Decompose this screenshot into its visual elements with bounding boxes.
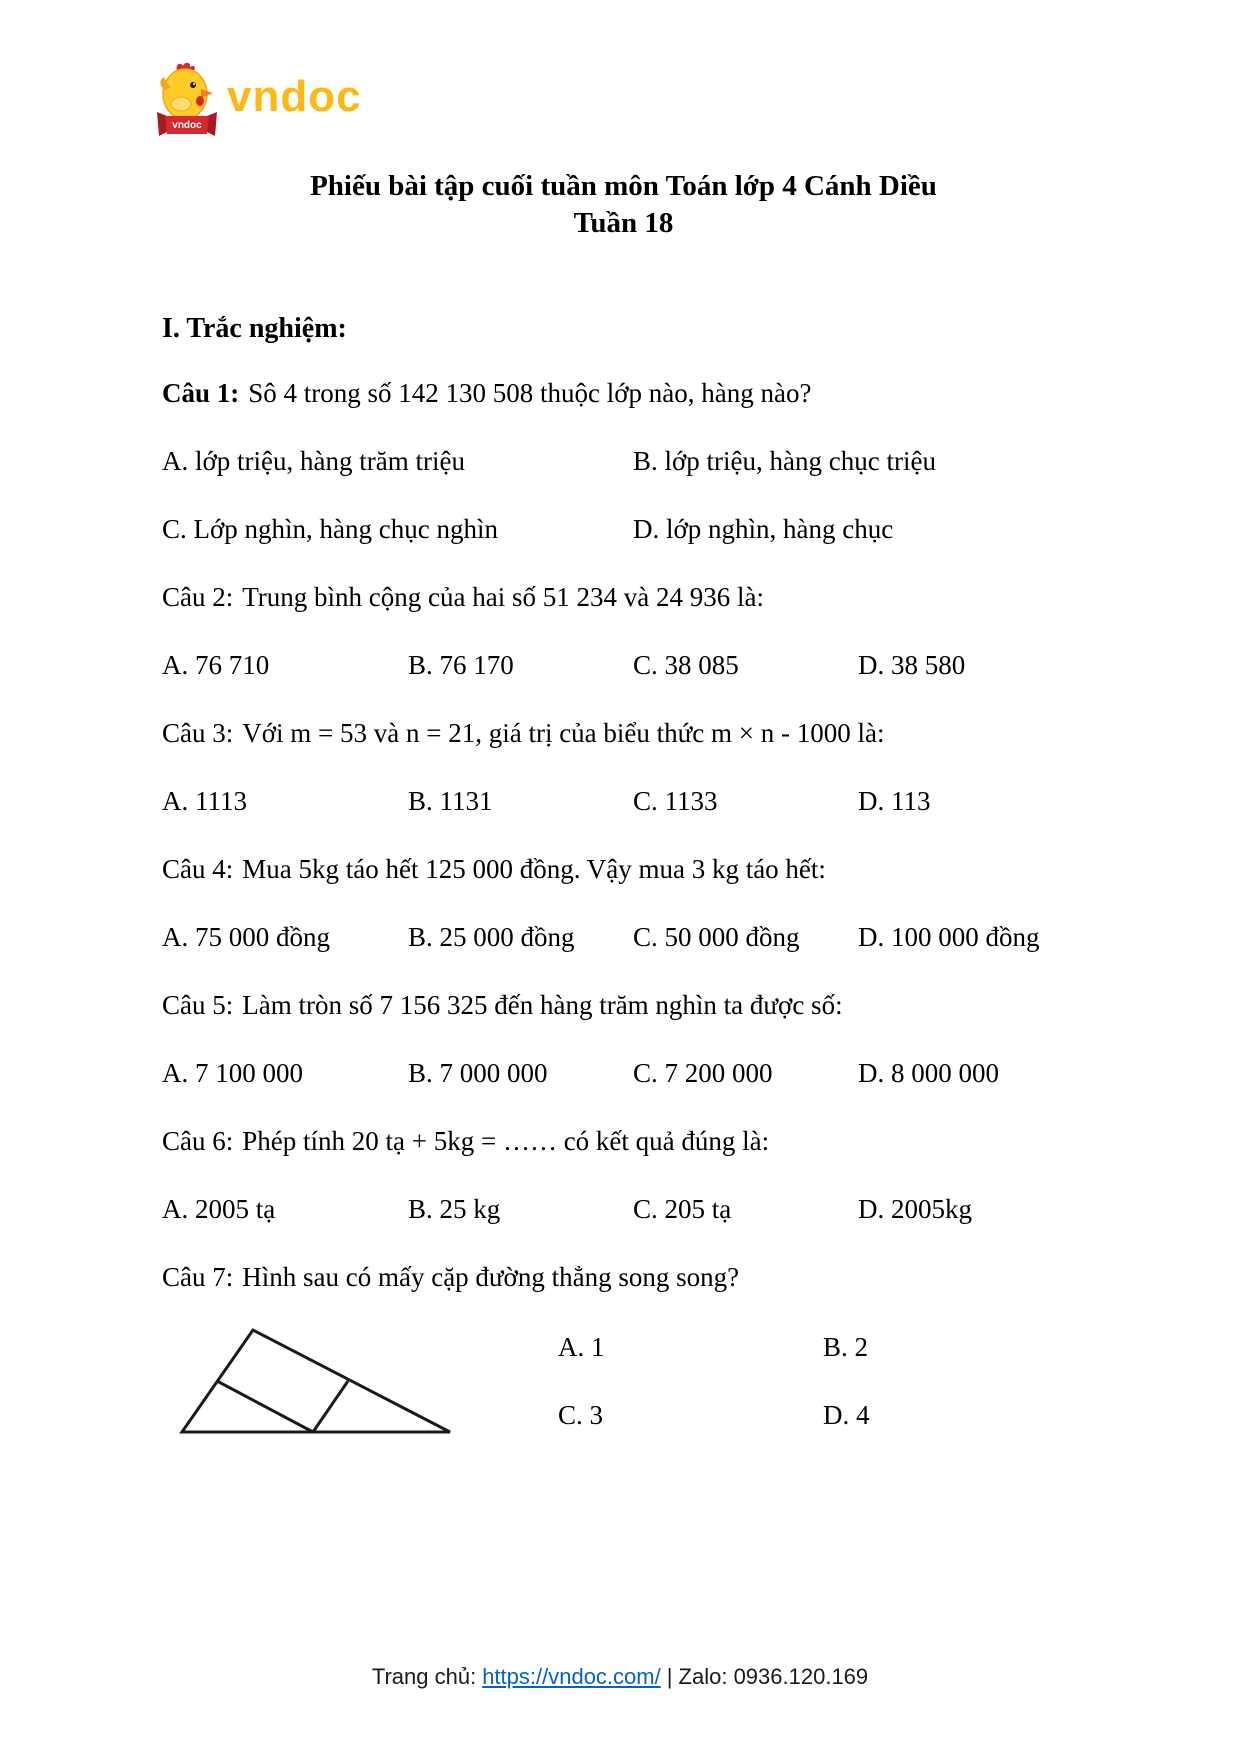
q5-option-d: D. 8 000 000 <box>858 1058 999 1088</box>
chicken-mascot-icon <box>155 60 219 142</box>
q6-option-d: D. 2005kg <box>858 1194 972 1224</box>
q4-option-b: B. 25 000 đồng <box>408 922 575 952</box>
section-heading: I. Trắc nghiệm: <box>162 313 347 344</box>
q4-option-a: A. 75 000 đồng <box>162 922 330 952</box>
q5-option-a: A. 7 100 000 <box>162 1058 303 1088</box>
title-line-1: Phiếu bài tập cuối tuần môn Toán lớp 4 Cánh Diều <box>310 170 937 202</box>
q5-option-c: C. 7 200 000 <box>633 1058 773 1088</box>
question-3-options <box>162 784 1085 818</box>
question-3-label: Câu 3: <box>162 718 234 748</box>
question-2 <box>162 580 1085 614</box>
question-3-text: Với m = 53 và n = 21, giá trị của biểu thức m × n - 1000 là: <box>242 718 885 748</box>
question-1-label: Câu 1: <box>162 378 240 408</box>
question-6-text: Phép tính 20 tạ + 5kg = …… có kết quả đúng là: <box>242 1126 770 1156</box>
question-7-options <box>558 1330 870 1432</box>
document-title <box>162 168 1085 242</box>
question-2-text: Trung bình cộng của hai số 51 234 và 24 936 là: <box>242 582 764 612</box>
question-4-text: Mua 5kg táo hết 125 000 đồng. Vậy mua 3 kg táo hết: <box>242 854 826 884</box>
q4-option-c: C. 50 000 đồng <box>633 922 800 952</box>
q1-option-d: D. lớp nghìn, hàng chục <box>633 514 894 544</box>
title-line-2: Tuần 18 <box>573 207 674 239</box>
question-7 <box>162 1260 1085 1294</box>
question-4-label: Câu 4: <box>162 854 234 884</box>
vndoc-logo <box>155 60 1085 142</box>
footer-suffix: | Zalo: 0936.120.169 <box>666 1664 869 1689</box>
q7-option-b: B. 2 <box>823 1332 869 1362</box>
question-1-options <box>162 444 1085 546</box>
question-6-options <box>162 1192 1085 1226</box>
question-2-options <box>162 648 1085 682</box>
q1-option-b: B. lớp triệu, hàng chục triệu <box>633 446 936 476</box>
question-5-options <box>162 1056 1085 1090</box>
question-5-text: Làm tròn số 7 156 325 đến hàng trăm nghìn ta được số: <box>242 990 843 1020</box>
homepage-link[interactable]: https://vndoc.com/ <box>482 1664 661 1689</box>
question-4-options <box>162 920 1085 954</box>
mascot-banner-text: vndoc <box>172 120 202 131</box>
q5-option-b: B. 7 000 000 <box>408 1058 548 1088</box>
q3-option-c: C. 1133 <box>633 786 718 816</box>
q7-option-a: A. 1 <box>558 1332 605 1362</box>
question-5 <box>162 988 1085 1022</box>
question-4 <box>162 852 1085 886</box>
q1-option-a: A. lớp triệu, hàng trăm triệu <box>162 446 465 476</box>
question-1 <box>162 376 1085 410</box>
q6-option-a: A. 2005 tạ <box>162 1194 276 1224</box>
q2-option-d: D. 38 580 <box>858 650 966 680</box>
question-3 <box>162 716 1085 750</box>
q4-option-d: D. 100 000 đồng <box>858 922 1040 952</box>
q2-option-b: B. 76 170 <box>408 650 514 680</box>
question-7-figure-row <box>162 1328 1085 1438</box>
question-6-label: Câu 6: <box>162 1126 234 1156</box>
page-footer <box>0 1663 1240 1691</box>
q7-option-d: D. 4 <box>823 1400 870 1430</box>
q6-option-c: C. 205 tạ <box>633 1194 732 1224</box>
q3-option-d: D. 113 <box>858 786 931 816</box>
question-7-label: Câu 7: <box>162 1262 234 1292</box>
q3-option-b: B. 1131 <box>408 786 493 816</box>
q3-option-a: A. 1113 <box>162 786 247 816</box>
question-2-label: Câu 2: <box>162 582 234 612</box>
question-6 <box>162 1124 1085 1158</box>
q7-option-c: C. 3 <box>558 1400 604 1430</box>
question-5-label: Câu 5: <box>162 990 234 1020</box>
question-1-text: Sô 4 trong số 142 130 508 thuộc lớp nào, hàng nào? <box>248 378 812 408</box>
q2-option-a: A. 76 710 <box>162 650 270 680</box>
q6-option-b: B. 25 kg <box>408 1194 501 1224</box>
q1-option-c: C. Lớp nghìn, hàng chục nghìn <box>162 514 498 544</box>
question-7-text: Hình sau có mấy cặp đường thẳng song song? <box>242 1262 740 1292</box>
footer-prefix: Trang chủ: <box>371 1664 477 1689</box>
brand-name: vndoc <box>227 72 362 121</box>
q2-option-c: C. 38 085 <box>633 650 739 680</box>
triangle-figure <box>166 1328 466 1438</box>
